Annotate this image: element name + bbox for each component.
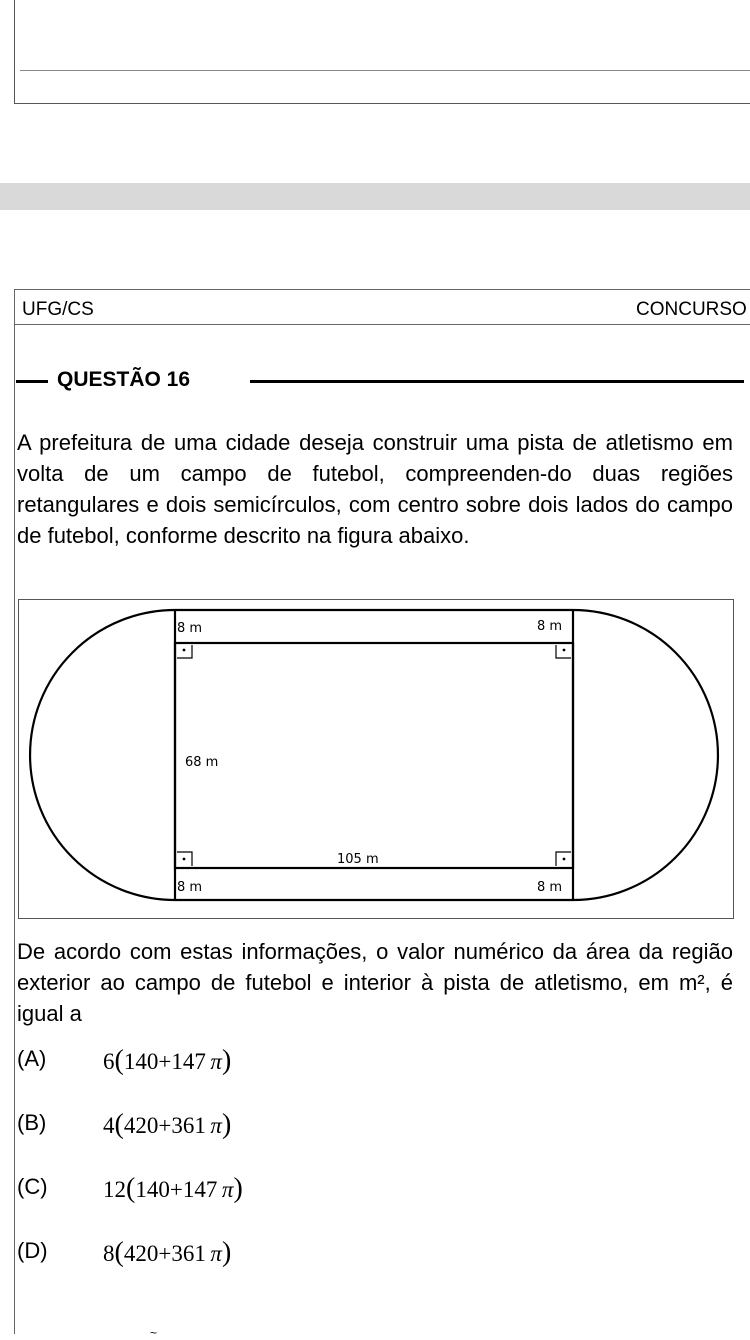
option-expression: 4(420+361 π) bbox=[103, 1109, 232, 1140]
right-angle-dots bbox=[183, 649, 566, 861]
label-bottom-right: 8 m bbox=[537, 880, 563, 895]
header-exam-name: CONCURSO bbox=[636, 299, 747, 320]
option-d[interactable] bbox=[17, 1238, 717, 1270]
option-expression: 12(140+147 π) bbox=[103, 1173, 243, 1204]
title-rule bbox=[250, 380, 744, 383]
previous-page-rule bbox=[20, 70, 750, 71]
page-separator bbox=[0, 183, 750, 210]
label-field-height: 68 m bbox=[185, 755, 219, 770]
label-field-width: 105 m bbox=[337, 852, 379, 867]
question-title-row bbox=[16, 368, 730, 394]
label-bottom-left: 8 m bbox=[177, 880, 203, 895]
question-title: QUESTÃO 16 bbox=[57, 368, 191, 391]
option-expression: 6(140+147 π) bbox=[103, 1045, 232, 1076]
question-prompt: De acordo com estas informações, o valor numérico da área da região exterior ao campo de futebol e interior à pista de atletismo, em m², é igual a bbox=[17, 939, 733, 1026]
option-letter: (C) bbox=[17, 1174, 48, 1199]
track-figure bbox=[18, 599, 734, 919]
option-letter: (A) bbox=[17, 1046, 47, 1071]
option-letter: (D) bbox=[17, 1238, 48, 1263]
football-field bbox=[175, 643, 573, 868]
track-diagram bbox=[19, 600, 735, 920]
option-b[interactable] bbox=[17, 1110, 717, 1142]
cut-off-text: ~ bbox=[150, 1326, 158, 1340]
previous-page-box bbox=[14, 0, 750, 104]
option-c[interactable] bbox=[17, 1174, 717, 1206]
option-letter: (B) bbox=[17, 1110, 47, 1135]
right-angle-markers bbox=[177, 645, 571, 866]
label-top-left: 8 m bbox=[177, 621, 203, 636]
question-stem: A prefeitura de uma cidade deseja construir uma pista de atletismo em volta de um campo de futebol, compreenden-do duas regiões retangulares e dois semicírculos, com centro sobre dois lados do campo de futebol, conforme descrito na figura abaixo. bbox=[17, 430, 733, 548]
title-dash bbox=[16, 380, 48, 383]
header-institution: UFG/CS bbox=[22, 299, 94, 320]
option-expression: 8(420+361 π) bbox=[103, 1237, 232, 1268]
page-border bbox=[14, 325, 15, 1334]
label-top-right: 8 m bbox=[537, 619, 563, 634]
option-a[interactable] bbox=[17, 1046, 717, 1078]
